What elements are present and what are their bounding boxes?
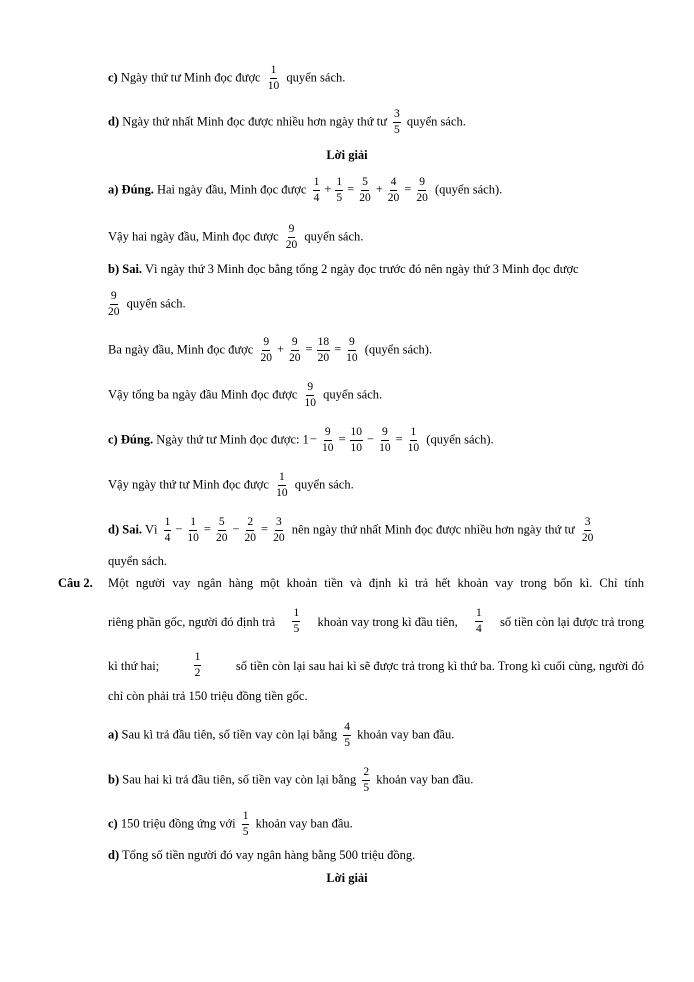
fraction: $\frac{5}{20}$: [215, 516, 228, 544]
solution-c-line-1: c) Đúng. Ngày thứ tư Minh đọc được: 1− $\frac{9}{10}$ = $\frac{10}{10}$ − $\frac{9}{10}$ = $\frac{1}{10}$ (quyển sách).: [108, 426, 494, 454]
question-2-line-4: chỉ còn phải trả 150 triệu đồng tiền gốc.: [108, 689, 308, 703]
statement-text: khoản vay ban đầu.: [357, 727, 455, 742]
solution-text: Vì: [144, 522, 158, 537]
option-label: b): [108, 772, 120, 787]
fraction: $\frac{1}{10}$: [267, 64, 280, 92]
option-label: c): [108, 70, 118, 85]
fraction: $\frac{1}{10}$: [187, 516, 199, 544]
solution-text: Vì ngày thứ 3 Minh đọc bằng tổng 2 ngày đọc trước đó nên ngày thứ 3 Minh đọc được: [144, 262, 579, 276]
fraction: $\frac{9}{20}$: [416, 176, 428, 204]
fraction: $\frac{2}{20}$: [244, 516, 257, 544]
answer-label: a) Đúng.: [108, 182, 154, 197]
solution-b-line-2: [104, 290, 186, 319]
fraction: $\frac{1}{10}$: [276, 471, 288, 499]
answer-label: b) Sai.: [108, 262, 143, 276]
fraction: $\frac{9}{10}$: [346, 336, 358, 364]
fraction: $\frac{1}{4}$: [164, 516, 171, 544]
question-2-statement-b: [108, 766, 473, 795]
solution-text: Ngày thứ tư Minh đọc được:: [156, 432, 300, 447]
fraction: $\frac{4}{20}$: [387, 176, 400, 204]
fraction: $\frac{3}{20}$: [273, 516, 285, 544]
fraction: $\frac{1}{5}$: [336, 176, 343, 204]
statement-text: Ngày thứ tư Minh đọc được: [120, 70, 261, 85]
solution-text: (quyển sách).: [426, 432, 494, 447]
question-2-statement-a: [108, 721, 454, 750]
option-label: d): [108, 114, 120, 129]
statement-text: Sau kì trả đầu tiên, số tiền vay còn lại bằng: [121, 727, 338, 742]
question-text: riêng phần gốc, người đó định trả: [108, 614, 276, 629]
solution-text: nên ngày thứ nhất Minh đọc được nhiều hơn ngày thứ tư: [291, 522, 575, 537]
answer-label: d) Sai.: [108, 522, 143, 537]
solution-text: quyển sách.: [126, 296, 186, 311]
statement-c-1: [108, 64, 345, 93]
question-2-statement-d: [108, 847, 415, 863]
question-2-label: Câu 2.: [58, 576, 93, 590]
fraction: $\frac{9}{10}$: [321, 426, 334, 454]
question-2-line-2: [108, 607, 644, 636]
fraction: $\frac{3}{20}$: [581, 516, 594, 544]
question-2-statement-c: [108, 810, 353, 839]
solution-a-line-1: a) Đúng. Hai ngày đầu, Minh đọc được $\frac{1}{4}$ + $\frac{1}{5}$ = $\frac{5}{20}$ + $\frac{4}{20}$ = $\frac{9}{20}$ (quyển sách).: [108, 176, 503, 204]
solution-text: Ba ngày đầu, Minh đọc được: [108, 342, 254, 357]
question-text: số tiền còn lại sau hai kì sẽ được trả trong kì thứ ba. Trong kì cuối cùng, người đó: [235, 658, 644, 673]
option-label: d): [108, 848, 120, 862]
fraction: $\frac{4}{5}$: [344, 721, 350, 749]
fraction: $\frac{18}{20}$: [317, 336, 330, 364]
question-text: khoản vay trong kì đầu tiên,: [317, 614, 458, 629]
question-text: kì thứ hai;: [108, 658, 160, 673]
solution-text: Vậy tổng ba ngày đầu Minh đọc được: [108, 387, 298, 402]
fraction: $\frac{9}{20}$: [260, 336, 272, 364]
solution-c-line-2: [108, 471, 354, 500]
fraction: $\frac{1}{5}$: [293, 607, 300, 635]
option-label: a): [108, 727, 119, 742]
fraction: $\frac{1}{4}$: [313, 176, 320, 204]
fraction: $\frac{9}{20}$: [108, 290, 120, 318]
solution-text: quyển sách.: [304, 229, 364, 244]
solution-text: (quyển sách).: [434, 182, 503, 197]
solution-text: quyển sách.: [323, 387, 383, 402]
statement-d-1: [108, 108, 466, 137]
fraction: $\frac{3}{5}$: [393, 108, 400, 136]
fraction: $\frac{1}{5}$: [242, 810, 249, 838]
solution-text: Vậy ngày thứ tư Minh đọc được: [108, 477, 269, 492]
statement-text: quyển sách.: [406, 114, 466, 129]
fraction: $\frac{1}{10}$: [407, 426, 420, 454]
fraction: $\frac{1}{4}$: [476, 607, 482, 635]
fraction: $\frac{10}{10}$: [350, 426, 363, 454]
answer-label: c) Đúng.: [108, 432, 154, 447]
statement-text: Tổng số tiền người đó vay ngân hàng bằng 500 triệu đồng.: [122, 848, 416, 862]
solution-text: Vậy hai ngày đầu, Minh đọc được: [108, 229, 279, 244]
solution-text: Hai ngày đầu, Minh đọc được: [156, 182, 307, 197]
fraction: $\frac{9}{10}$: [304, 381, 317, 409]
statement-text: Sau hai kì trả đầu tiên, số tiền vay còn lại bằng: [122, 772, 357, 787]
solution-a-line-2: [108, 223, 363, 252]
solution-b-line-4: [108, 381, 382, 410]
solution-b-line-1: [108, 261, 579, 277]
solution-text: quyển sách.: [294, 477, 354, 492]
statement-text: khoản vay ban đầu.: [376, 772, 474, 787]
solution-d-line-2: quyển sách.: [108, 554, 168, 568]
statement-text: Ngày thứ nhất Minh đọc được nhiều hơn ngày thứ tư: [122, 114, 387, 129]
solution-heading-1: Lời giải: [326, 148, 368, 162]
statement-text: quyển sách.: [286, 70, 346, 85]
question-text: số tiền còn lại được trả trong: [500, 614, 644, 629]
question-2-line-3: [108, 651, 644, 680]
solution-d-line-1: d) Sai. Vì $\frac{1}{4}$ − $\frac{1}{10}$ = $\frac{5}{20}$ − $\frac{2}{20}$ = $\frac{3}{20}$ nên ngày thứ nhất Minh đọc được nhiều hơn ngày thứ tư $\frac{3}{20}$: [108, 516, 594, 544]
statement-text: khoản vay ban đầu.: [255, 816, 353, 831]
fraction: $\frac{9}{20}$: [289, 336, 301, 364]
question-2-line-1: Một người vay ngân hàng một khoản tiền và định kì trả hết khoản vay trong bốn kì. Chỉ tính: [108, 576, 644, 590]
fraction: $\frac{1}{2}$: [194, 651, 201, 679]
solution-text: (quyển sách).: [364, 342, 433, 357]
fraction: $\frac{9}{10}$: [379, 426, 391, 454]
option-label: c): [108, 816, 118, 831]
solution-b-line-3: Ba ngày đầu, Minh đọc được $\frac{9}{20}$ + $\frac{9}{20}$ = $\frac{18}{20}$ = $\frac{9}{10}$ (quyển sách).: [108, 336, 433, 364]
fraction: $\frac{2}{5}$: [363, 766, 370, 794]
solution-heading-2: Lời giải: [326, 871, 368, 885]
fraction: $\frac{9}{20}$: [285, 223, 298, 251]
fraction: $\frac{5}{20}$: [359, 176, 371, 204]
statement-text: 150 triệu đồng ứng với: [120, 816, 236, 831]
